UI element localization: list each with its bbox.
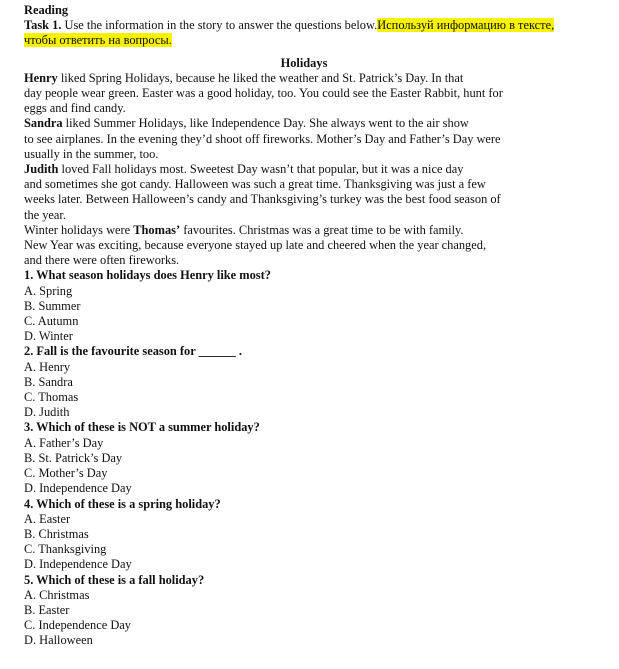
- answer-option[interactable]: D. Winter: [24, 329, 73, 344]
- story-line: eggs and find candy.: [24, 101, 126, 116]
- story-line: day people wear green. Easter was a good holiday, too. You could see the Easter Rabbit, hunt for: [24, 86, 503, 101]
- story-text: Winter holidays were: [24, 222, 134, 237]
- question-2: [24, 344, 604, 420]
- answer-option[interactable]: D. Halloween: [24, 633, 93, 648]
- question-text: 1. What season holidays does Henry like most?: [24, 268, 271, 283]
- task-text: Use the information in the story to answer the questions below.: [61, 18, 378, 33]
- story-line: the year.: [24, 207, 66, 222]
- answer-option[interactable]: D. Independence Day: [24, 481, 132, 496]
- name-judith: Judith: [24, 162, 59, 177]
- story-line: [24, 71, 604, 86]
- name-henry: Henry: [24, 70, 58, 85]
- section-heading: Reading: [24, 3, 69, 17]
- story-paragraph-sandra: [24, 116, 604, 162]
- answer-option[interactable]: A. Christmas: [24, 587, 90, 602]
- question-text: 4. Which of these is a spring holiday?: [24, 496, 221, 511]
- answer-option[interactable]: A. Spring: [24, 283, 73, 298]
- story-paragraph-henry: [24, 71, 604, 117]
- story-line: to see airplanes. In the evening they’d shoot off fireworks. Mother’s Day and Father’s Day were: [24, 131, 501, 146]
- story-text: favourites. Christmas was a great time to be with family.: [180, 222, 464, 237]
- question-text: 5. Which of these is a fall holiday?: [24, 572, 205, 587]
- answer-option[interactable]: B. St. Patrick’s Day: [24, 450, 123, 465]
- story-line: [24, 116, 604, 131]
- question-text: 3. Which of these is NOT a summer holiday?: [24, 420, 260, 435]
- answer-option[interactable]: B. Easter: [24, 602, 70, 617]
- worksheet-page: [24, 3, 604, 649]
- answer-option[interactable]: C. Thomas: [24, 390, 79, 405]
- task-translation-highlight-2: чтобы ответить на вопросы.: [24, 33, 172, 48]
- answer-option[interactable]: C. Autumn: [24, 314, 79, 329]
- story-line: New Year was exciting, because everyone stayed up late and cheered when the year changed,: [24, 238, 487, 253]
- question-text: 2. Fall is the favourite season for ______ .: [24, 344, 242, 359]
- task-translation-highlight-1: Используй информацию в тексте,: [377, 18, 555, 33]
- name-thomas: Thomas’: [133, 222, 181, 237]
- answer-option[interactable]: A. Henry: [24, 359, 71, 374]
- answer-option[interactable]: B. Sandra: [24, 374, 73, 389]
- task-instruction: [24, 18, 604, 33]
- story-line: [24, 223, 604, 238]
- task-translation-line: [24, 33, 604, 48]
- question-1: [24, 268, 604, 344]
- answer-option[interactable]: C. Independence Day: [24, 618, 131, 633]
- answer-option[interactable]: A. Father’s Day: [24, 435, 104, 450]
- name-sandra: Sandra: [24, 116, 63, 131]
- answer-option[interactable]: C. Mother’s Day: [24, 466, 108, 481]
- answer-option[interactable]: B. Summer: [24, 298, 81, 313]
- answer-option[interactable]: B. Christmas: [24, 526, 89, 541]
- task-label: Task 1.: [24, 18, 62, 33]
- story-paragraph-judith: [24, 162, 604, 223]
- story-paragraph-thomas: [24, 223, 604, 269]
- story-line: weeks later. Between Halloween’s candy and Thanksgiving’s turkey was the best food season of: [24, 192, 501, 207]
- story-line: and there were often fireworks.: [24, 253, 180, 268]
- answer-option[interactable]: D. Judith: [24, 405, 70, 420]
- question-3: [24, 420, 604, 496]
- story-text: liked Spring Holidays, because he liked the weather and St. Patrick’s Day. In that: [57, 70, 464, 85]
- story-line: usually in the summer, too.: [24, 146, 159, 161]
- answer-option[interactable]: C. Thanksgiving: [24, 542, 107, 557]
- question-4: [24, 497, 604, 573]
- story-line: and sometimes she got candy. Halloween was such a great time. Thanksgiving was just a few: [24, 177, 486, 192]
- answer-option[interactable]: D. Independence Day: [24, 557, 132, 572]
- story-text: liked Summer Holidays, like Independence Day. She always went to the air show: [62, 116, 469, 131]
- story-text: loved Fall holidays most. Sweetest Day wasn’t that popular, but it was a nice day: [58, 162, 464, 177]
- question-5: [24, 573, 604, 649]
- answer-option[interactable]: A. Easter: [24, 511, 71, 526]
- story-line: [24, 162, 604, 177]
- story-title: Holidays: [280, 55, 328, 70]
